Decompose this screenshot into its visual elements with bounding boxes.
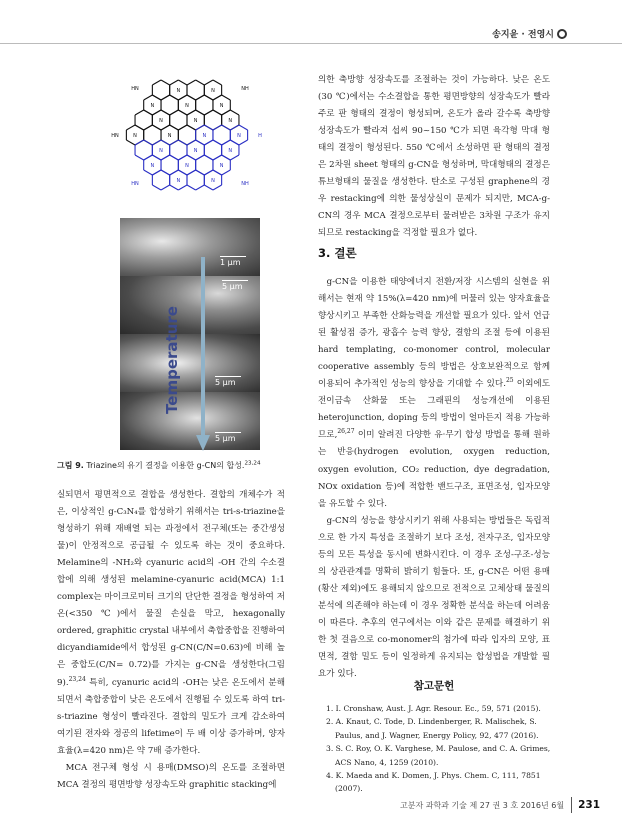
bond bbox=[230, 155, 239, 160]
bond bbox=[144, 155, 153, 160]
bond bbox=[152, 155, 161, 160]
running-header bbox=[492, 27, 567, 40]
reference-item: 4. K. Maeda and K. Domen, J. Phys. Chem. C, 111, 7851 (2007). bbox=[326, 771, 541, 794]
bond bbox=[213, 95, 222, 100]
atom-label: N bbox=[167, 133, 172, 139]
paragraph: MCA 전구체 형성 시 용매(DMSO)의 온도를 조절하면 MCA 결정의 평면방향 성장속도와 graphitic stacking에 bbox=[57, 762, 285, 790]
bond bbox=[152, 110, 161, 115]
bond bbox=[204, 80, 213, 85]
scale-bar: 5 μm bbox=[215, 434, 236, 443]
atom-label: N bbox=[185, 163, 189, 169]
header-author: 송지윤 · 전영시 bbox=[492, 30, 554, 40]
bond bbox=[196, 140, 205, 145]
bond bbox=[152, 125, 161, 130]
reference-item: 2. A. Knaut, C. Tode, D. Lindenberger, R. Malischek, S. Paulus, and J. Wagner, Energy Policy, 92, 477 (2016). bbox=[326, 717, 539, 740]
bond bbox=[222, 170, 231, 175]
bond bbox=[204, 125, 213, 130]
bond bbox=[187, 125, 196, 130]
section-title: 3. 결론 bbox=[318, 246, 357, 260]
bond bbox=[135, 110, 144, 115]
bond bbox=[170, 125, 179, 130]
atom-label: N bbox=[219, 103, 224, 109]
reference-item: 1. I. Cronshaw, Aust. J. Agr. Resour. Ec., 59, 571 (2015). bbox=[326, 704, 541, 713]
bond bbox=[152, 170, 161, 175]
bond bbox=[144, 140, 153, 145]
atom-label: H bbox=[258, 133, 262, 139]
atom-label: HN bbox=[111, 133, 119, 139]
bond bbox=[222, 95, 231, 100]
right-column-body-top bbox=[318, 72, 550, 242]
bond bbox=[178, 110, 187, 115]
atom-label: N bbox=[202, 133, 207, 139]
bond bbox=[161, 110, 170, 115]
bond bbox=[152, 95, 161, 100]
bond bbox=[196, 155, 205, 160]
left-column-body bbox=[57, 487, 285, 794]
caption-ref: 23,24 bbox=[244, 460, 261, 467]
bond bbox=[178, 125, 187, 130]
circle-icon bbox=[557, 29, 567, 39]
reference-item: 3. S. C. Roy, O. K. Varghese, M. Paulose, and C. A. Grimes, ACS Nano, 4, 1259 (2010). bbox=[326, 744, 551, 767]
paragraph: 실되면서 평면적으로 결합을 생성한다. 결합의 개체수가 적은, 이상적인 g-C₃N₄를 합성하기 위해서는 tri-s-triazine을 형성하기 위해 재배열 되는 과정에서 전구체(또는 중간생성물)이 안정적으로 공급될 수 있도록 하는 것이 중요하다. Melamine의 -NH₂와 cyanuric acid의 -OH 간의 수소결합에 의해 생성된 melamine-cyanuric acid(MCA) 1:1 complex는 마이크로미터 크기의 단단한 결정을 형성하여 저온(<350 ℃)에서 물질 손실을 막고, hexagonally ordered, graphitic crystal 내부에서 축합중합을 진행하여 dicyandiamide에서 합성된 g-CN(C/N=0.63)에 비해 높은 중합도(C/N= 0.72)를 가지는 g-CN을 생성한다(그림 9).$^{23,24}$ 특히, cyanuric acid의 -OH는 낮은 온도에서 분해되면서 축합중합이 낮은 온도에서 진행될 수 있도록 하여 tri-s-triazine 형성이 빨라진다. 결합의 밀도가 크게 감소하여 여기된 전자와 정공의 lifetime이 두 배 이상 증가하며, 양자효율(λ=420 nm)은 약 7배 증가한다. bbox=[57, 490, 285, 756]
atom-label: N bbox=[211, 178, 215, 184]
atom-label: NH bbox=[241, 181, 249, 187]
bond bbox=[239, 125, 248, 130]
reference-list bbox=[326, 702, 556, 796]
bond bbox=[187, 110, 196, 115]
atom-label: N bbox=[176, 88, 181, 94]
bond bbox=[144, 110, 153, 115]
bond bbox=[170, 140, 179, 145]
bond bbox=[144, 125, 153, 130]
bond bbox=[230, 140, 239, 145]
bond bbox=[126, 140, 135, 145]
atom-label: N bbox=[193, 118, 198, 124]
bond bbox=[178, 140, 187, 145]
sem-panel-3 bbox=[120, 334, 260, 392]
bond bbox=[187, 185, 196, 190]
bond bbox=[222, 110, 231, 115]
bond bbox=[161, 170, 170, 175]
bond bbox=[135, 125, 144, 130]
bond bbox=[213, 155, 222, 160]
bond bbox=[161, 185, 170, 190]
bond bbox=[178, 185, 187, 190]
bond bbox=[196, 80, 205, 85]
bond bbox=[178, 155, 187, 160]
sem-panel-4 bbox=[120, 392, 260, 450]
bond bbox=[204, 170, 213, 175]
bond bbox=[187, 155, 196, 160]
bond bbox=[126, 125, 135, 130]
atom-label: N bbox=[193, 148, 198, 154]
bond bbox=[170, 80, 179, 85]
bond bbox=[204, 95, 213, 100]
bond bbox=[152, 80, 161, 85]
bond bbox=[204, 140, 213, 145]
bond bbox=[230, 110, 239, 115]
bond bbox=[135, 155, 144, 160]
bond bbox=[170, 170, 179, 175]
scale-bar: 5 μm bbox=[215, 378, 236, 387]
bond bbox=[152, 185, 161, 190]
atom-label: N bbox=[159, 118, 163, 124]
bond bbox=[170, 110, 179, 115]
bond bbox=[144, 170, 153, 175]
footer-divider bbox=[571, 797, 572, 813]
bond bbox=[161, 125, 170, 130]
triazine-network-diagram bbox=[95, 55, 280, 215]
bond bbox=[187, 80, 196, 85]
paragraph: g-CN의 성능을 향상시키기 위해 사용되는 방법들은 독립적으로 한 가지 특성을 조절하기 보다 조성, 전자구조, 입자모양 등의 모든 특성을 동시에 변화시킨다. 이 경우 조성-구조-성능의 상관관계를 명확히 밝히기 힘들다. 또, g-CN은 어떤 용매(황산 제외)에도 용해되지 않으므로 전적으로 고체상태 물질의 분석에 의존해야 하는데 이 경우 정확한 분석을 하는데 어려움이 따른다. 추후의 연구에서는 이와 같은 문제를 해결하기 위한 첫 걸음으로 co-monomer의 첨가에 따라 입자의 모양, 표면적, 결함 밀도 등이 일정하게 유지되는 합성법을 개발할 필요가 있다. bbox=[318, 515, 550, 680]
bond bbox=[152, 140, 161, 145]
references-title: 참고문헌 bbox=[413, 680, 455, 692]
atom-label: NH bbox=[241, 86, 249, 92]
sem-panel-2 bbox=[120, 276, 260, 334]
atom-label: N bbox=[150, 163, 155, 169]
figure-caption bbox=[57, 460, 285, 471]
bond bbox=[204, 155, 213, 160]
arrow-down-icon bbox=[196, 255, 210, 455]
bond bbox=[222, 125, 231, 130]
bond bbox=[135, 140, 144, 145]
bond bbox=[187, 170, 196, 175]
scale-bar: 5 μm bbox=[222, 282, 243, 291]
atom-label: N bbox=[176, 178, 181, 184]
bond bbox=[213, 140, 222, 145]
atom-label: N bbox=[228, 118, 233, 124]
atom-label: N bbox=[211, 88, 215, 94]
bond bbox=[213, 80, 222, 85]
atom-label: N bbox=[185, 103, 189, 109]
bond bbox=[222, 155, 231, 160]
page-number: 231 bbox=[578, 799, 600, 811]
atom-label: N bbox=[133, 133, 137, 139]
bond bbox=[161, 80, 170, 85]
bond bbox=[213, 110, 222, 115]
bond bbox=[204, 185, 213, 190]
atom-label: N bbox=[159, 148, 163, 154]
bond bbox=[161, 155, 170, 160]
atom-label: HN bbox=[131, 86, 139, 92]
bond bbox=[144, 95, 153, 100]
atom-label: HN bbox=[131, 181, 139, 187]
bond bbox=[204, 110, 213, 115]
bond bbox=[161, 95, 170, 100]
bond bbox=[178, 170, 187, 175]
atom-label: N bbox=[219, 163, 224, 169]
bond bbox=[196, 110, 205, 115]
caption-number: 그림 9. bbox=[57, 461, 84, 470]
bond bbox=[196, 125, 205, 130]
bond bbox=[222, 140, 231, 145]
paragraph: g-CN을 이용한 태양에너지 전환/저장 시스템의 실현을 위해서는 현재 약 15%(λ=420 nm)에 머물러 있는 양자효율을 향상시키고 부족한 산화능력을 개선할 필요가 있다. 앞서 언급된 활성점 증가, 광흡수 능력 향상, 결함의 조절 등에 이용된 hard templating, co-monomer control, molecular cooperative assembly 등의 방법은 상호보완적으로 함께 이용되어 추가적인 성능의 향상을 기대할 수 있다.$^{25}$ 이외에도 전이금속 산화물 또는 그래핀의 성능개선에 이용된 heterojunction, doping 등의 방법이 얼마든지 적용 가능하므로,$^{26,27}$ 이미 알려진 다양한 유·무기 합성 방법을 통해 원하는 반응(hydrogen evolution, oxygen reduction, oxygen evolution, CO₂ reduction, dye degradation, NOx oxidation 등)에 적합한 밴드구조, 표면조성, 입자모양을 유도할 수 있다. bbox=[318, 277, 550, 509]
bond bbox=[213, 185, 222, 190]
bond bbox=[230, 125, 239, 130]
bond bbox=[239, 140, 248, 145]
bond bbox=[170, 185, 179, 190]
bond bbox=[213, 125, 222, 130]
bond bbox=[187, 140, 196, 145]
bond bbox=[213, 170, 222, 175]
sem-image-stack bbox=[120, 218, 260, 450]
page-footer bbox=[400, 797, 600, 813]
bond bbox=[170, 95, 179, 100]
paragraph: 의한 축방향 성장속도를 조절하는 것이 가능하다. 낮은 온도(30 ℃)에서는 수소결합을 통한 평면방향의 성장속도가 빨라 주로 판 형태의 결정이 형성되며, 온도가 올라 갈수록 축방향 성장속도가 빨라져 섭씨 90~150 ℃가 되면 육각형 막대 형태의 결정이 형성된다. 550 ℃에서 소성하면 판 형태의 결정은 2차원 sheet 형태의 g-CN을 형성하며, 막대형태의 결정은 튜브형태의 물질을 생성한다. 탄소로 구성된 graphene의 경우 restacking에 의한 물성상실이 문제가 되지만, MCA-g-CN의 경우 MCA 결정으로부터 물려받은 3차원 구조가 유지되므로 restacking을 걱정할 필요가 없다. bbox=[318, 75, 550, 239]
atom-label: N bbox=[237, 133, 241, 139]
bond bbox=[170, 155, 179, 160]
right-column-body-conclusion bbox=[318, 274, 550, 683]
caption-text: Triazine의 유기 결정을 이용한 g-CN의 합성. bbox=[83, 461, 245, 470]
bond bbox=[178, 95, 187, 100]
atom-label: N bbox=[228, 148, 233, 154]
sem-panel-1 bbox=[120, 218, 260, 276]
bond bbox=[196, 170, 205, 175]
journal-info: 고분자 과학과 기술 제 27 권 3 호 2016년 6월 bbox=[400, 800, 565, 810]
atom-label: N bbox=[150, 103, 155, 109]
bond bbox=[161, 140, 170, 145]
header-divider bbox=[0, 43, 622, 44]
scale-bar: 1 μm bbox=[220, 258, 241, 267]
bond bbox=[196, 185, 205, 190]
bond bbox=[187, 95, 196, 100]
bond bbox=[196, 95, 205, 100]
bond bbox=[178, 80, 187, 85]
